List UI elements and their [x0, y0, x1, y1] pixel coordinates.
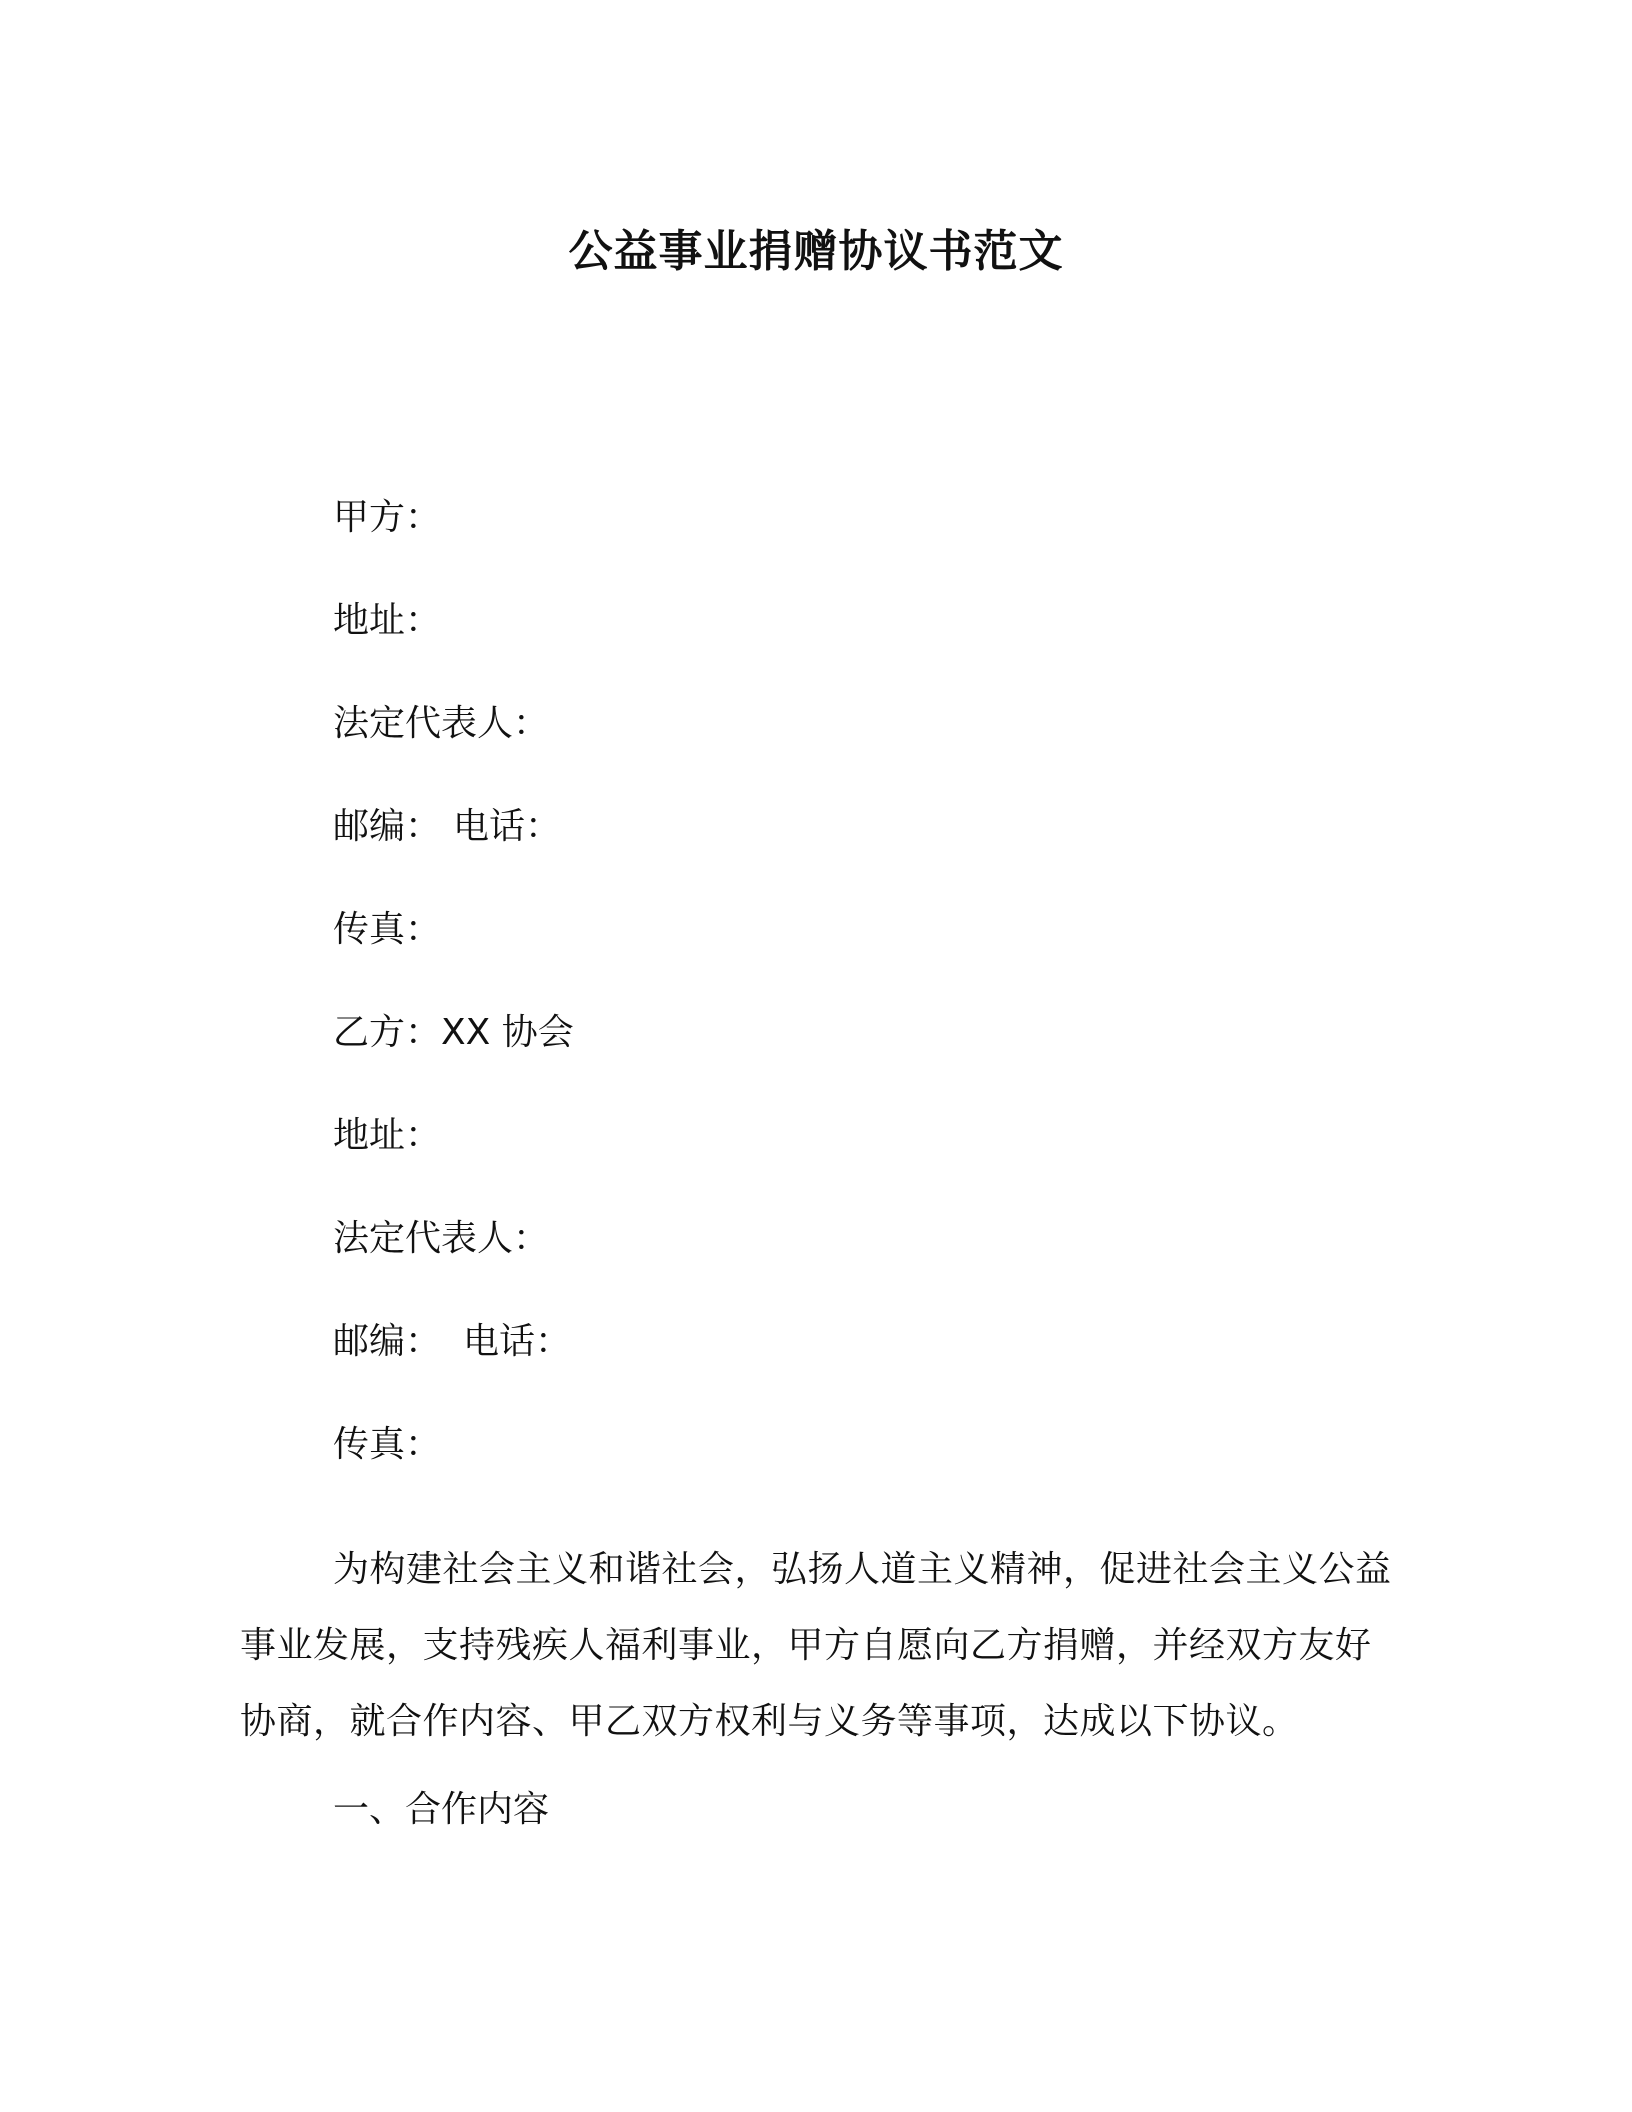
party-b-address-label: 地址：	[333, 1115, 442, 1156]
party-a-phone-label: 电话：	[453, 806, 562, 847]
section-heading-cooperation: 一、合作内容	[333, 1789, 550, 1830]
party-b-legal-rep-label: 法定代表人：	[333, 1218, 550, 1259]
party-a-contact-line	[333, 803, 561, 851]
intro-paragraph: 为构建社会主义和谐社会，弘扬人道主义精神，促进社会主义公益事业发展，支持残疾人福利事业，甲方自愿向乙方捐赠，并经双方友好协商，就合作内容、甲乙双方权利与义务等事项，达成以下协议。	[240, 1549, 1392, 1742]
party-a-postcode-label: 邮编：	[333, 806, 442, 847]
party-a-name-label: 甲方：	[333, 497, 442, 538]
party-b-postcode-label: 邮编：	[333, 1321, 442, 1362]
party-b-contact-line	[333, 1318, 571, 1366]
party-b-name-label: 乙方：XX 协会	[333, 1012, 574, 1053]
party-a-legal-rep-label: 法定代表人：	[333, 703, 550, 744]
party-b-fax-label: 传真：	[333, 1424, 442, 1465]
document-title: 公益事业捐赠协议书范文	[568, 226, 1064, 277]
party-a-address-label: 地址：	[333, 600, 442, 641]
party-a-fax-label: 传真：	[333, 909, 442, 950]
party-b-phone-label: 电话：	[463, 1321, 572, 1362]
